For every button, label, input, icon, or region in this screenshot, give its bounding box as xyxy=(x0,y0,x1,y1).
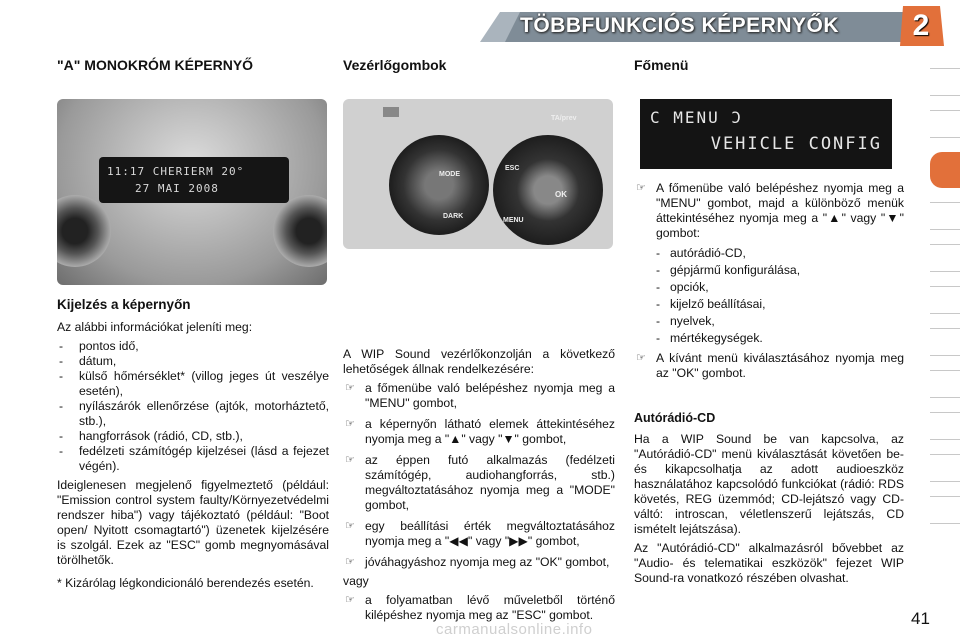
submenu-item: - kijelző beállításai, xyxy=(634,296,904,313)
menu-display xyxy=(640,99,892,169)
submenu-item: - mértékegységek. xyxy=(634,330,904,347)
list-item: ☞ a képernyőn látható elemek áttekintéséhez nyomja meg a "▲" vagy "▼" gombot, xyxy=(343,417,615,447)
chapter-tab[interactable] xyxy=(930,328,960,356)
chapter-tabs xyxy=(930,68,960,538)
dark-button-label: DARK xyxy=(443,213,464,220)
list-item: - nyílászárók ellenőrzése (ajtók, motorháztető, stb.), xyxy=(57,399,329,429)
chapter-tab[interactable] xyxy=(930,244,960,272)
subheading: Kijelzés a képernyőn xyxy=(57,297,191,312)
submenu-item: - gépjármű konfigurálása, xyxy=(634,262,904,279)
list-item: - pontos idő, xyxy=(57,339,329,354)
section-heading: Főmenü xyxy=(634,57,689,73)
mode-button-label: MODE xyxy=(439,171,460,178)
display-line-2: VEHICLE CONFIG xyxy=(710,134,882,154)
list-item: ☞ jóváhagyáshoz nyomja meg az "OK" gombot, xyxy=(343,555,615,570)
chapter-tab[interactable] xyxy=(930,412,960,440)
footnote: * Kizárólag légkondicionáló berendezés esetén. xyxy=(57,576,314,590)
warning-paragraph: Ideiglenesen megjelenő figyelmeztető (például: "Emission control system faulty/Környezetvédelmi rendszer hiba") vagy tájékoztató (például: "Boot open/ Nyitott csomagtartó") üzenetek kijelzésére is szolgál. Ezek az "ESC" gomb megnyomásával törölhetők. xyxy=(57,478,329,567)
chapter-tab[interactable] xyxy=(930,454,960,482)
subheading: Autórádió-CD xyxy=(634,411,716,425)
chapter-tab[interactable] xyxy=(930,110,960,138)
intro-text: A WIP Sound vezérlőkonzolján a következő lehetőségek állnak rendelkezésére: xyxy=(343,347,615,376)
chapter-tab[interactable] xyxy=(930,496,960,524)
chapter-tab-active[interactable] xyxy=(930,152,960,188)
chapter-tab[interactable] xyxy=(930,370,960,398)
chapter-number: 2 xyxy=(912,9,930,42)
page-title: TÖBBFUNKCIÓS KÉPERNYŐK xyxy=(520,14,840,37)
column-main-menu xyxy=(634,58,904,586)
control-panel-photo xyxy=(343,99,613,249)
radio-cd-reference: Az "Autórádió-CD" alkalmazásról bővebbet az "Audio- és telematikai eszközök" fejezet WIP Sound-ra vonatkozó részében olvashat. xyxy=(634,541,904,585)
list-item: - külső hőmérséklet* (villog jeges út veszélye esetén), xyxy=(57,369,329,399)
eject-icon xyxy=(383,107,399,117)
ok-button-label: OK xyxy=(555,190,567,199)
list-item: - fedélzeti számítógép kijelzései (lásd a fejezet végén). xyxy=(57,444,329,474)
column-controls xyxy=(343,58,615,623)
display-line-2: 27 MAI 2008 xyxy=(135,182,219,195)
info-list xyxy=(57,339,329,474)
list-item: ☞ A főmenübe való belépéshez nyomja meg a "MENU" gombot, majd a különböző menük áttekintéséhez nyomja meg a "▲" vagy "▼" gombot: xyxy=(634,181,904,241)
column-monochrome-screen xyxy=(57,58,329,591)
monochrome-display xyxy=(99,157,289,203)
display-line-1: 11:17 CHERIERM 20° xyxy=(107,165,245,178)
list-item: ☞ a folyamatban lévő műveletből történő kilépéshez nyomja meg az "ESC" gombot. xyxy=(343,593,615,623)
section-heading: Vezérlőgombok xyxy=(343,57,447,73)
page-number: 41 xyxy=(911,609,930,628)
list-item: ☞ a főmenübe való belépéshez nyomja meg a "MENU" gombot, xyxy=(343,381,615,411)
dashboard-photo xyxy=(57,99,327,285)
mode-dark-knob xyxy=(389,135,489,235)
section-heading: "A" MONOKRÓM KÉPERNYŐ xyxy=(57,57,254,73)
submenu-list xyxy=(634,245,904,347)
radio-cd-paragraph: Ha a WIP Sound be van kapcsolva, az "Autórádió-CD" menü kiválasztását követően be- és kikapcsolhatja az adott audioeszköz használatához kapcsolódó funkciókat (rádió: RDS követés, REG üzemmód; CD-lejátszó vagy CD-váltó: introscan, véletlenszerű lejátszás, CD ismételt lejátszása). xyxy=(634,432,904,536)
chapter-tab[interactable] xyxy=(930,68,960,96)
page-header xyxy=(0,0,960,50)
navigation-knob xyxy=(493,135,603,245)
main-menu-list-2 xyxy=(634,351,904,381)
watermark: carmanualsonline.info xyxy=(436,621,593,638)
menu-button-label: MENU xyxy=(503,217,524,224)
list-item: - hangforrások (rádió, CD, stb.), xyxy=(57,429,329,444)
submenu-item: - opciók, xyxy=(634,279,904,296)
submenu-item: - nyelvek, xyxy=(634,313,904,330)
list-item: - dátum, xyxy=(57,354,329,369)
controls-list xyxy=(343,381,615,570)
chapter-tab[interactable] xyxy=(930,202,960,230)
list-item: ☞ egy beállítási érték megváltoztatásához nyomja meg a "◀◀" vagy "▶▶" gombot, xyxy=(343,519,615,549)
list-item: ☞ az éppen futó alkalmazás (fedélzeti számítógép, audiohangforrás, stb.) megváltoztatásához nyomja meg a "MODE" gombot, xyxy=(343,453,615,513)
submenu-item: - autórádió-CD, xyxy=(634,245,904,262)
air-vent-left xyxy=(57,195,111,267)
main-menu-list xyxy=(634,181,904,241)
esc-button-label: ESC xyxy=(505,165,520,172)
intro-text: Az alábbi információkat jeleníti meg: xyxy=(57,320,253,334)
display-line-1: C MENU Ɔ xyxy=(650,108,744,127)
ta-button-label: TA/prev xyxy=(551,115,577,122)
list-item: ☞ A kívánt menü kiválasztásához nyomja meg az "OK" gombot. xyxy=(634,351,904,381)
air-vent-right xyxy=(273,195,327,267)
controls-list-2 xyxy=(343,593,615,623)
or-text: vagy xyxy=(343,574,369,588)
chapter-tab[interactable] xyxy=(930,286,960,314)
